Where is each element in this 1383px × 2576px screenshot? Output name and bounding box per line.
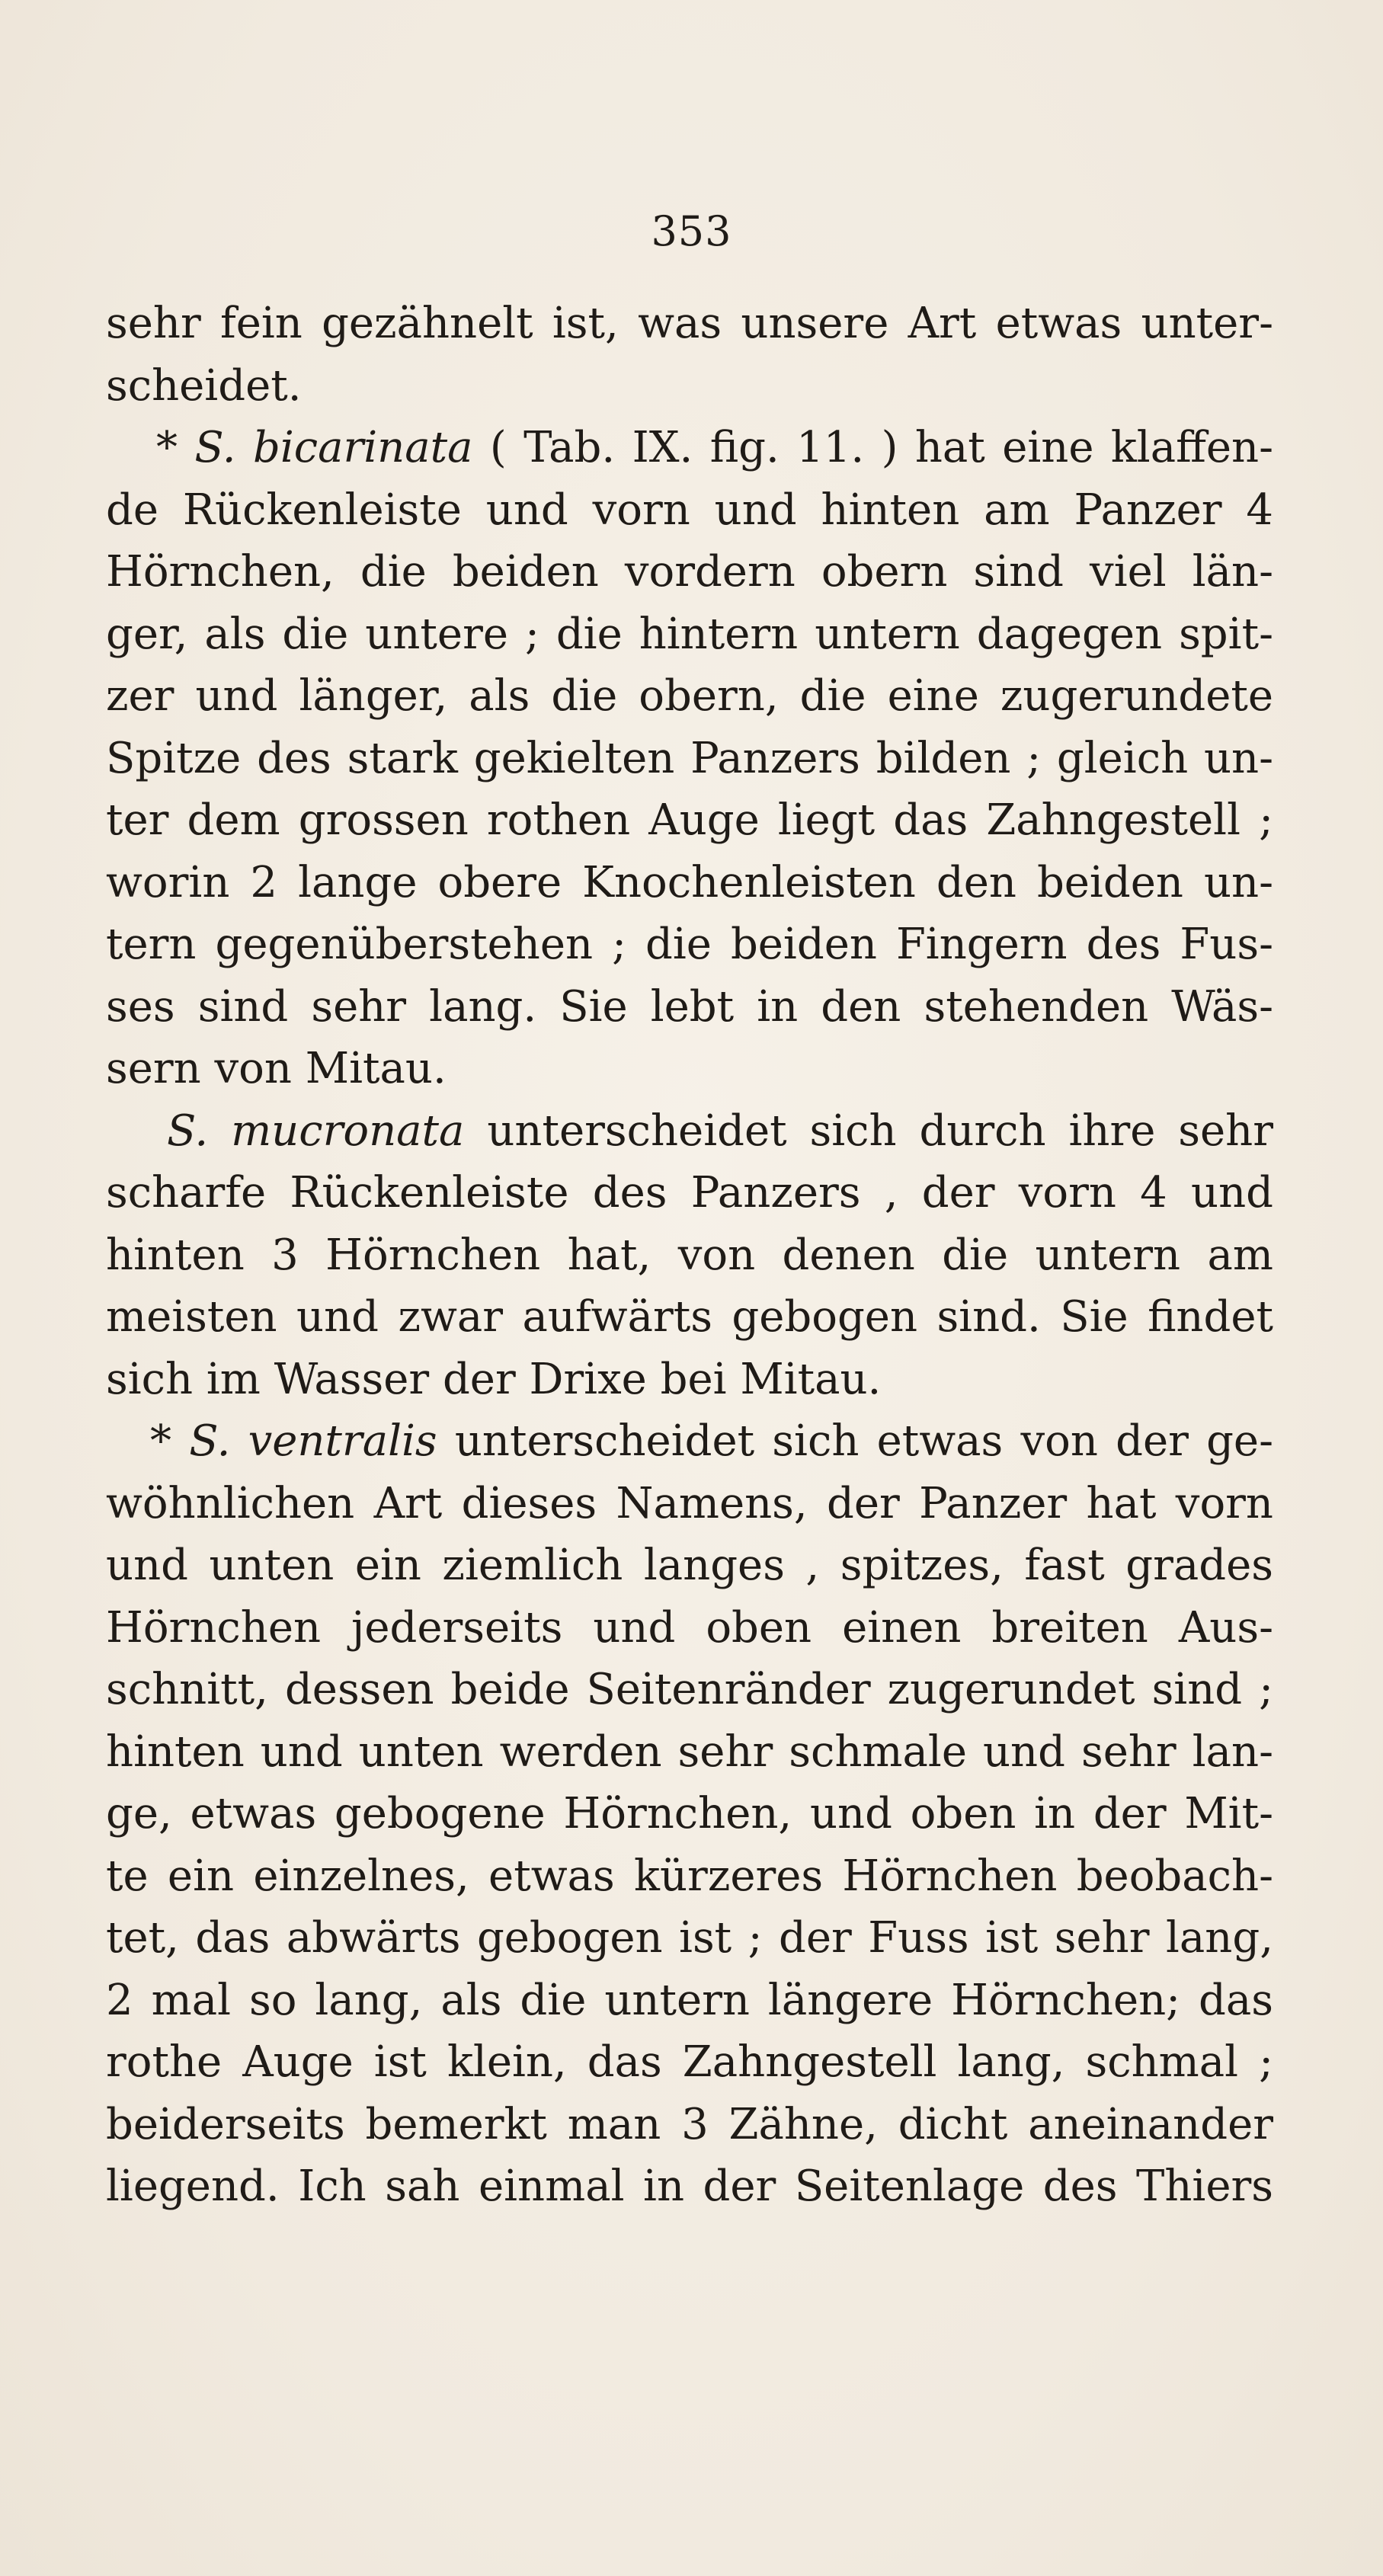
- text-line: [106, 1783, 1273, 1845]
- text-line: [106, 976, 1273, 1038]
- text-line: [106, 541, 1273, 603]
- text-span: meisten und zwar aufwärts gebogen sind. Sie findet: [106, 1292, 1273, 1342]
- text-line: [106, 355, 1273, 418]
- text-line: [106, 1534, 1273, 1597]
- text-span: liegend. Ich sah einmal in der Seitenlage des Thiers: [106, 2162, 1273, 2211]
- text-line: [106, 1162, 1273, 1224]
- text-line: [106, 1907, 1273, 1970]
- text-line: [106, 479, 1273, 542]
- text-span: ge, etwas gebogene Hörnchen, und oben in der Mit-: [106, 1789, 1273, 1838]
- text-span: sern von Mitau.: [106, 1044, 447, 1093]
- text-span: *: [150, 1416, 190, 1466]
- text-span: wöhnlichen Art dieses Namens, der Panzer hat vorn: [106, 1478, 1273, 1528]
- text-span: schnitt, dessen beide Seitenränder zugerundet sind ;: [106, 1665, 1273, 1714]
- text-line: [106, 852, 1273, 914]
- text-span: ter dem grossen rothen Auge liegt das Zahngestell ;: [106, 795, 1273, 845]
- text-span: und unten ein ziemlich langes , spitzes, fast grades: [106, 1541, 1273, 1590]
- text-line: [106, 728, 1273, 790]
- species-name: S. bicarinata: [194, 423, 473, 472]
- text-line: [106, 1100, 1273, 1163]
- text-line: [106, 2155, 1273, 2218]
- text-line: [106, 1845, 1273, 1908]
- text-span: *: [156, 423, 195, 472]
- text-line: [106, 1410, 1273, 1473]
- text-span: tern gegenüberstehen ; die beiden Fingern des Fus-: [106, 920, 1273, 969]
- text-span: scheidet.: [106, 360, 302, 411]
- text-line: [106, 293, 1273, 355]
- text-span: 2 mal so lang, als die untern längere Hörnchen; das: [106, 1975, 1273, 2025]
- text-span: te ein einzelnes, etwas kürzeres Hörnchen beobach-: [106, 1851, 1273, 1901]
- text-line: [106, 1659, 1273, 1721]
- text-span: Hörnchen, die beiden vordern obern sind viel län-: [106, 547, 1273, 597]
- text-line: [106, 1349, 1273, 1411]
- text-line: [106, 2094, 1273, 2156]
- species-name: S. mucronata: [167, 1106, 465, 1156]
- text-span: tet, das abwärts gebogen ist ; der Fuss ist sehr lang,: [106, 1913, 1273, 1963]
- page-number: 353: [651, 207, 732, 255]
- text-line: [106, 417, 1273, 479]
- text-span: sich im Wasser der Drixe bei Mitau.: [106, 1354, 882, 1404]
- text-span: ses sind sehr lang. Sie lebt in den stehenden Wäs-: [106, 981, 1273, 1032]
- text-span: beiderseits bemerkt man 3 Zähne, dicht aneinander: [106, 2099, 1273, 2149]
- text-span: rothe Auge ist klein, das Zahngestell lang, schmal ;: [106, 2037, 1273, 2087]
- text-span: sehr fein gezähnelt ist, was unsere Art etwas unter-: [106, 299, 1273, 348]
- text-line: [106, 914, 1273, 976]
- text-line: [106, 665, 1273, 728]
- text-span: Spitze des stark gekielten Panzers bilden ; gleich un-: [106, 733, 1273, 783]
- text-span: hinten und unten werden sehr schmale und sehr lan-: [106, 1726, 1273, 1777]
- body-text: [106, 293, 1273, 2218]
- text-span: de Rückenleiste und vorn und hinten am Panzer 4: [106, 485, 1273, 535]
- text-line: [106, 2031, 1273, 2094]
- text-span: unterscheidet sich durch ihre sehr: [464, 1106, 1273, 1156]
- text-span: unterscheidet sich etwas von der ge-: [437, 1416, 1273, 1466]
- text-line: [106, 1970, 1273, 2032]
- text-span: Hörnchen jederseits und oben einen breiten Aus-: [106, 1602, 1273, 1653]
- text-span: ger, als die untere ; die hintern untern dagegen spit-: [106, 609, 1273, 659]
- text-span: ( Tab. IX. fig. 11. ) hat eine klaffen-: [472, 423, 1273, 472]
- text-line: [106, 1038, 1273, 1100]
- text-span: worin 2 lange obere Knochenleisten den beiden un-: [106, 857, 1273, 907]
- text-line: [106, 1286, 1273, 1349]
- species-name: S. ventralis: [189, 1416, 437, 1466]
- text-line: [106, 1721, 1273, 1784]
- text-span: scharfe Rückenleiste des Panzers , der vorn 4 und: [106, 1168, 1273, 1218]
- text-line: [106, 789, 1273, 852]
- text-span: zer und länger, als die obern, die eine zugerundete: [106, 671, 1273, 721]
- text-line: [106, 603, 1273, 666]
- text-line: [106, 1473, 1273, 1535]
- text-line: [106, 1224, 1273, 1287]
- text-line: [106, 1597, 1273, 1659]
- text-span: hinten 3 Hörnchen hat, von denen die untern am: [106, 1230, 1273, 1280]
